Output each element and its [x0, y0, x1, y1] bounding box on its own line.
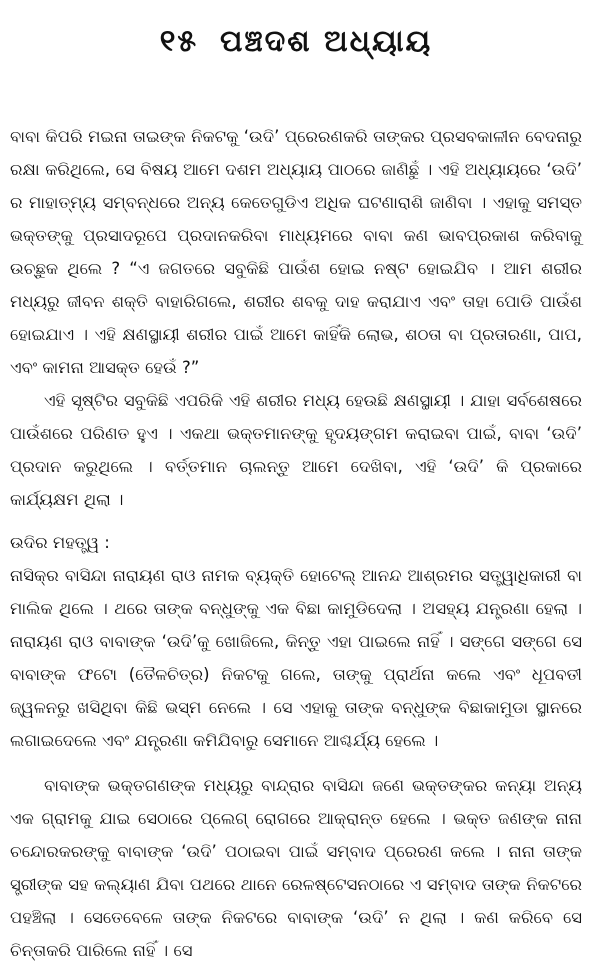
chapter-title	[10, 22, 582, 62]
paragraph-plague: ବାବାଙ୍କ ଭକ୍ତଗଣଙ୍କ ମଧ୍ୟରୁ ବାନ୍ଦ୍ରାର ବାସିନ୍ଦା ଜଣେ ଭକ୍ତଙ୍କର କନ୍ୟା ଅନ୍ୟ ଏକ ଗ୍ରାମକୁ ଯାଇ ସେଠାରେ ପ୍ଲେଗ୍ ରୋଗରେ ଆକ୍ରାନ୍ତ ହେଲେ । ଭକ୍ତ ଜଣଙ୍କ ନାନା ଚନ୍ଦୋରକରଙ୍କୁ ବାବାଙ୍କ ‘ଉଦି’ ପଠାଇବା ପାଇଁ ସମ୍ବାଦ ପ୍ରେରଣ କଲେ । ନାନା ତାଙ୍କ ସ୍ତ୍ରୀଙ୍କ ସହ କଲ୍ୟାଣ ଯିବା ପଥରେ ଥାନେ ରେଳଷ୍ଟେସନଠାରେ ଏ ସମ୍ବାଦ ତାଙ୍କ ନିକଟରେ ପହଞ୍ଚିଲା । ସେତେବେଳେ ତାଙ୍କ ନିକଟରେ ବାବାଙ୍କ ‘ଉଦି’ ନ ଥିଲା । କଣ କରିବେ ସେ ଚିନ୍ତାକରି ପାରିଲେ ନାହିଁ । ସେ	[10, 776, 582, 960]
paragraph-intro: ବାବା କିପରି ମଇନା ତାଇଙ୍କ ନିକଟକୁ ‘ଉଦି’ ପ୍ରେରଣକରି ତାଙ୍କର ପ୍ରସବକାଳୀନ ବେଦନାରୁ ରକ୍ଷା କରିଥିଲେ, ସେ ବିଷୟ ଆମେ ଦଶମ ଅଧ୍ୟାୟ ପାଠରେ ଜାଣିଛୁଁ । ଏହି ଅଧ୍ୟାୟରେ ‘ଉଦି’ ର ମାହାତ୍ମ୍ୟ ସମ୍ବନ୍ଧରେ ଅନ୍ୟ କେତେଗୁଡିଏ ଅଧିକ ଘଟଣାରାଶି ଜାଣିବା । ଏହାକୁ ସମସ୍ତ ଭକ୍ତଙ୍କୁ ପ୍ରସାଦରୂପେ ପ୍ରଦାନକରିବା ମାଧ୍ୟମରେ ବାବା କଣ ଭାବପ୍ରକାଶ କରିବାକୁ ଉଚ୍ଛୁକ ଥିଲେ ? “ଏ ଜଗତରେ ସବୁକିଛି ପାଉଁଶ ହୋଇ ନଷ୍ଟ ହୋଇଯିବ । ଆମ ଶରୀର ମଧ୍ୟରୁ ଜୀବନ ଶକ୍ତି ବାହାରିଗଲେ, ଶରୀର ଶବକୁ ଦାହ କରାଯାଏ ଏବଂ ତାହା ପୋଡି ପାଉଁଶ ହୋଇଯାଏ । ଏହି କ୍ଷଣସ୍ଥାୟୀ ଶରୀର ପାଇଁ ଆମେ କାହିଁକି ଲୋଭ, ଶଠତା ବା ପ୍ରତାରଣା, ପାପ, ଏବଂ କାମନା ଆସକ୍ତ ହେଉଁ ?”	[10, 127, 582, 377]
section-heading-udi-greatness: ଉଦିର ମହତ୍ତ୍ୱ :	[10, 533, 110, 552]
chapter-number: ୧୫	[159, 24, 199, 59]
chapter-name: ପଞ୍ଚଦଶ ଅଧ୍ୟାୟ	[220, 24, 433, 59]
paragraph-ash-meaning: ଏହି ସୃଷ୍ଟିର ସବୁକିଛି ଏପରିକି ଏହି ଶରୀର ମଧ୍ୟ ହେଉଛି କ୍ଷଣସ୍ଥାୟୀ । ଯାହା ସର୍ବଶେଷରେ ପାଉଁଶରେ ପରିଣତ ହୁଏ । ଏକଥା ଭକ୍ତମାନଙ୍କୁ ହୃଦୟଙ୍ଗମ କରାଇବା ପାଇଁ, ବାବା ‘ଉଦି’ ପ୍ରଦାନ କରୁଥିଲେ । ବର୍ତ୍ତମାନ ଚାଲନ୍ତୁ ଆମେ ଦେଖିବା, ଏହି ‘ଉଦି’ କି ପ୍ରକାରେ କାର୍ଯ୍ୟକ୍ଷମ ଥିଲା ।	[10, 391, 582, 509]
paragraph-scorpion-sting: ନାସିକ୍‌ର ବାସିନ୍ଦା ନାରାୟଣ ରାଓ ନାମକ ବ୍ୟକ୍ତି ହୋଟେଲ୍ ଆନନ୍ଦ ଆଶ୍ରମର ସତ୍ତ୍ୱାଧିକାରୀ ବା ମାଲିକ ଥିଲେ । ଥରେ ତାଙ୍କ ବନ୍ଧୁଙ୍କୁ ଏକ ବିଛା କାମୁଡିଦେଲା । ଅସହ୍ୟ ଯନ୍ତ୍ରଣା ହେଲା । ନାରାୟଣ ରାଓ ବାବାଙ୍କ ‘ଉଦି’କୁ ଖୋଜିଲେ, କିନ୍ତୁ ଏହା ପାଇଲେ ନାହିଁ । ସଙ୍ଗେ ସଙ୍ଗେ ସେ ବାବାଙ୍କ ଫଟୋ (ତୈଳଚିତ୍ର) ନିକଟକୁ ଗଲେ, ତାଙ୍କୁ ପ୍ରାର୍ଥନା କଲେ ଏବଂ ଧୂପବତୀ ଜ୍ୱଳନରୁ ଖସିଥିବା କିଛି ଭସ୍ମ ନେଲେ । ସେ ଏହାକୁ ତାଙ୍କ ବନ୍ଧୁଙ୍କ ବିଛାକାମୁଡା ସ୍ଥାନରେ ଲଗାଇଦେଲେ ଏବଂ ଯନ୍ତ୍ରଣା କମିଯିବାରୁ ସେମାନେ ଆଶ୍ଚର୍ଯ୍ୟ ହେଲେ ।	[10, 566, 582, 750]
